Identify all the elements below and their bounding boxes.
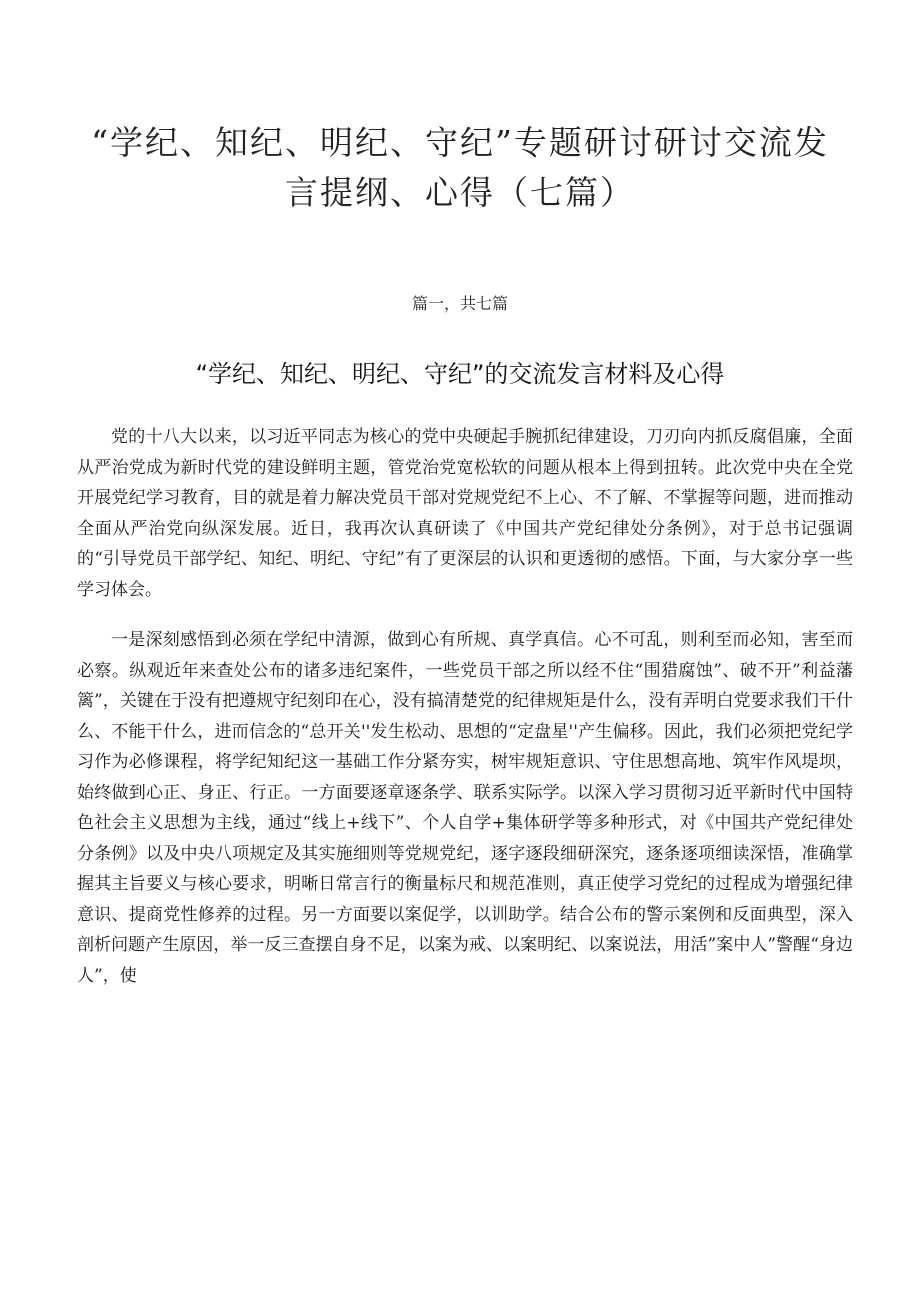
article-index: 篇一，共七篇: [411, 294, 508, 313]
paragraph-intro: 党的十八大以来，以习近平同志为核心的党中央硬起手腕抓纪律建设，刀刃向内抓反腐倡廉，全面从严治党成为新时代党的建设鲜明主题，管党治党宽松软的问题从根本上得到扭转。此次党中央在全党开展党纪学习教育，目的就是着力解决党员干部对党规党纪不上心、不了解、不掌握等问题，进而推动全面从严治党向纵深发展。近日，我再次认真研读了《中国共产党纪律处分条例》，对于总书记强调的“引导党员干部学纪、知纪、明纪、守纪”有了更深层的认识和更透彻的感悟。下面，与大家分享一些学习体会。: [77, 427, 853, 600]
article-title: “学纪、知纪、明纪、守纪”的交流发言材料及心得: [195, 360, 725, 388]
paragraph-point-one: 一是深刻感悟到必须在学纪中清源，做到心有所规、真学真信。心不可乱，则利至而必知，害至而必察。纵观近年来查处公布的诸多违纪案件，一些党员干部之所以经不住“围猎腐蚀”、破不开”利益藩篱”，关键在于没有把遵规守纪刻印在心，没有搞清楚党的纪律规矩是什么，没有弄明白党要求我们干什么、不能干什么，进而信念的“总开关''发生松动、思想的“定盘星''产生偏移。因此，我们必须把党纪学习作为必修课程，将学纪知纪这一基础工作分紧夯实，树牢规矩意识、守住思想高地、筑牢作风堤坝，始终做到心正、身正、行正。一方面要逐章逐条学、联系实际学。以深入学习贯彻习近平新时代中国特色社会主义思想为主线，通过“线上+线下”、个人自学+集体研学等多种形式，对《中国共产党纪律处分条例》以及中央八项规定及其实施细则等党规党纪，逐字逐段细研深究，逐条逐项细读深悟，准确掌握其主旨要义与核心要求，明晰日常言行的衡量标尺和规范准则，真正使学习党纪的过程成为增强纪律意识、提商党性修养的过程。另一方面要以案促学，以训助学。结合公布的警示案例和反面典型，深入剖析问题产生原因，举一反三查摆自身不足，以案为戒、以案明纪、以案说法，用活”案中人”警醒“身边人”，使: [77, 630, 853, 986]
document-title: “学纪、知纪、明纪、守纪”专题研讨研讨交流发言提纲、心得（七篇）: [91, 123, 829, 212]
article-body: [77, 422, 853, 991]
